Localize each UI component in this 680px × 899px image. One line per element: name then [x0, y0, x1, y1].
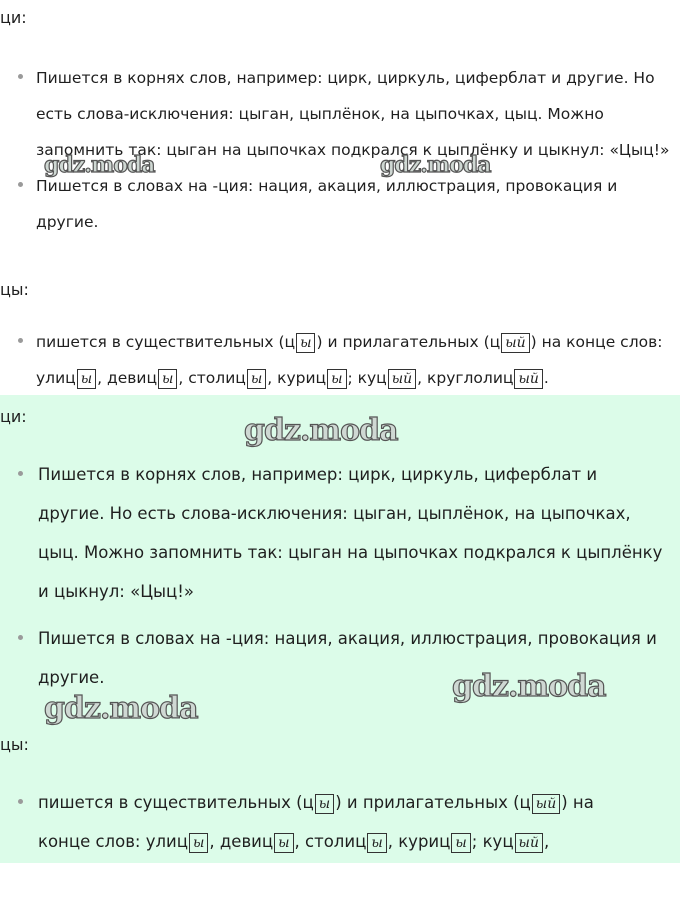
section-cy-label: цы:: [0, 735, 29, 754]
answer-box: ый: [532, 794, 560, 814]
bullet-icon: [18, 182, 23, 187]
watermark-logo: gdz.moda: [44, 152, 155, 178]
list-item-text: Пишется в корнях слов, например: цирк, циркуль, циферблат и другие. Но есть слова-исключения: цыган, цыплёнок, на цыпочках, цыц. Можно запомнить так: цыган на цыпочках подкрался к цыплёнку и цыкнул: «Цыц!»: [36, 69, 670, 159]
list-item-text: Пишется в корнях слов, например: цирк, циркуль, циферблат и другие. Но есть слова-исключения: цыган, цыплёнок, на цыпочках, цыц. Можно запомнить так: цыган на цыпочках подкрался к цыплёнку и цыкнул: «Цыц!»: [38, 465, 663, 601]
answer-box: ы: [327, 369, 346, 389]
list-item-text: Пишется в словах на -ция: нация, акация, иллюстрация, провокация и другие.: [36, 177, 618, 231]
green-block: [0, 395, 680, 863]
bullet-icon: [18, 471, 23, 476]
answer-box: ы: [77, 369, 96, 389]
bullet-icon: [18, 338, 23, 343]
answer-box: ы: [189, 833, 208, 853]
watermark-logo: gdz.moda: [244, 413, 398, 448]
section-ci-label: ци:: [0, 8, 27, 27]
list-item: [20, 455, 680, 611]
cy-list: [20, 324, 680, 396]
cy-list: [20, 783, 650, 861]
ci-list: [20, 455, 680, 697]
answer-box: ы: [315, 794, 334, 814]
answer-box: ы: [367, 833, 386, 853]
watermark-logo: gdz.moda: [380, 152, 491, 178]
section-cy-label: цы:: [0, 280, 29, 299]
ci-list: [20, 60, 680, 240]
watermark-logo: gdz.moda: [452, 669, 606, 704]
list-item-text: пишется в существительных (ц ы ) и прилагательных (ц ый ) на конце слов: улиц ы , девиц ы , столиц ы , куриц ы ; куц ый , круглолиц ый .: [36, 333, 663, 387]
list-item-text: пишется в существительных (ц ы ) и прилагательных (ц ый ) на конце слов: улиц ы , девиц ы , столиц ы , куриц ы ; куц ый ,: [38, 793, 594, 851]
answer-box: ы: [247, 369, 266, 389]
bullet-icon: [18, 799, 23, 804]
answer-box: ый: [388, 369, 416, 389]
answer-box: ый: [515, 833, 543, 853]
top-block: [0, 0, 680, 395]
watermark-logo: gdz.moda: [44, 691, 198, 726]
list-item: [20, 168, 680, 240]
answer-box: ый: [514, 369, 542, 389]
bullet-icon: [18, 635, 23, 640]
list-item: [20, 783, 650, 861]
bullet-icon: [18, 74, 23, 79]
list-item-text: Пишется в словах на -ция: нация, акация, иллюстрация, провокация и другие.: [38, 629, 657, 687]
answer-box: ы: [296, 333, 315, 353]
section-ci-label: ци:: [0, 407, 27, 426]
answer-box: ы: [274, 833, 293, 853]
answer-box: ы: [158, 369, 177, 389]
list-item: [20, 324, 680, 396]
answer-box: ый: [501, 333, 529, 353]
answer-box: ы: [451, 833, 470, 853]
